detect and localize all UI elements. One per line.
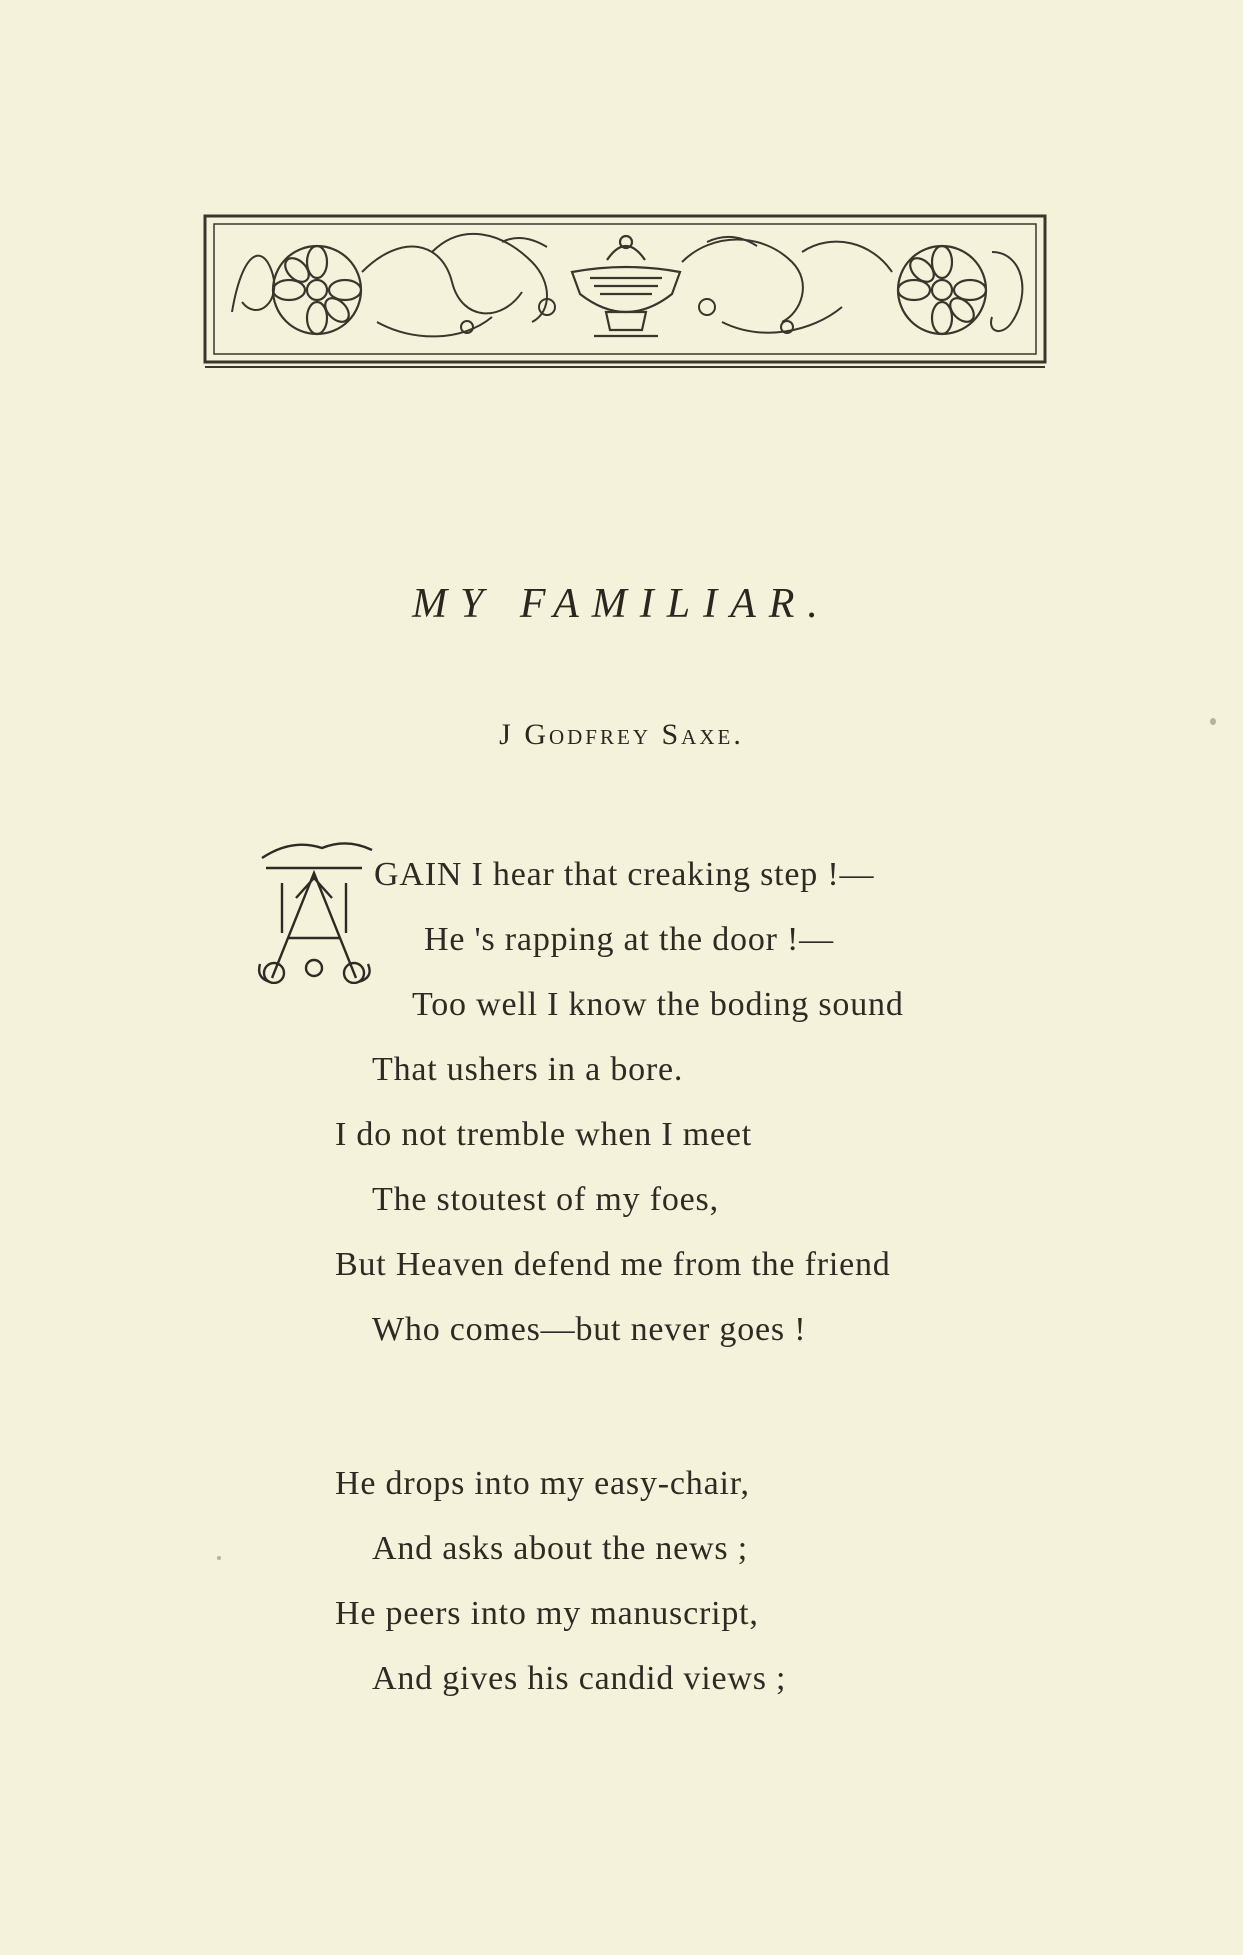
right-rosette-icon: [898, 246, 986, 334]
stanza-2-line-2: And asks about the news ;: [372, 1530, 749, 1567]
ornamental-headpiece: [202, 212, 1050, 370]
urn-icon: [572, 236, 680, 336]
paper-speck: [1210, 718, 1216, 725]
stanza-1-line-8: Who comes—but never goes !: [372, 1311, 807, 1348]
stanza-2-line-3: He peers into my manuscript,: [335, 1595, 759, 1632]
stanza-1-line-2: He 's rapping at the door !—: [424, 921, 834, 958]
stanza-1-line-6: The stoutest of my foes,: [372, 1181, 719, 1218]
poem-author: J Godfrey Saxe.: [499, 718, 744, 751]
stanza-2-line-1: He drops into my easy-chair,: [335, 1465, 750, 1502]
paper-speck: [217, 1556, 221, 1560]
stanza-1-line-3: Too well I know the boding sound: [412, 986, 904, 1023]
stanza-1-line-4: That ushers in a bore.: [372, 1051, 684, 1088]
stanza-1-line-1: GAIN I hear that creaking step !—: [374, 856, 875, 893]
stanza-1-line-7: But Heaven defend me from the friend: [335, 1246, 891, 1283]
stanza-2-line-4: And gives his candid views ;: [372, 1660, 787, 1697]
drop-cap-ornament-icon: [252, 838, 377, 984]
stanza-1-line-5: I do not tremble when I meet: [335, 1116, 753, 1153]
left-rosette-icon: [273, 246, 361, 334]
poem-title: MY FAMILIAR.: [412, 581, 831, 627]
